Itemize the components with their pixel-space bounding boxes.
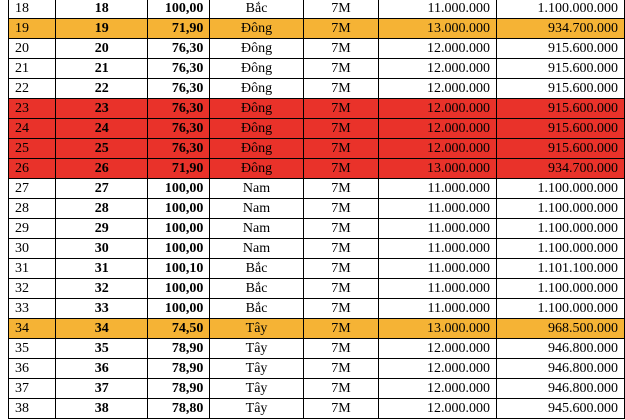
table-row	[9, 299, 625, 319]
unit-price-cell: 11.000.000	[379, 219, 497, 239]
road-width-cell: 7M	[303, 59, 379, 79]
total-price-cell: 968.500.000	[496, 319, 624, 339]
total-price-cell: 915.600.000	[496, 59, 624, 79]
row-index-cell: 23	[9, 99, 56, 119]
unit-price-cell: 12.000.000	[379, 399, 497, 419]
road-width-cell: 7M	[303, 219, 379, 239]
direction-cell: Đông	[210, 39, 303, 59]
row-index-cell: 25	[9, 139, 56, 159]
total-price-cell: 946.800.000	[496, 359, 624, 379]
direction-cell: Nam	[210, 199, 303, 219]
lot-number-cell: 24	[56, 119, 148, 139]
direction-cell: Đông	[210, 99, 303, 119]
total-price-cell: 915.600.000	[496, 39, 624, 59]
area-cell: 100,00	[148, 239, 210, 259]
road-width-cell: 7M	[303, 259, 379, 279]
total-price-cell: 1.100.000.000	[496, 239, 624, 259]
table-row	[9, 159, 625, 179]
road-width-cell: 7M	[303, 39, 379, 59]
area-cell: 78,80	[148, 399, 210, 419]
table-row	[9, 179, 625, 199]
road-width-cell: 7M	[303, 119, 379, 139]
total-price-cell: 915.600.000	[496, 139, 624, 159]
lot-number-cell: 38	[56, 399, 148, 419]
road-width-cell: 7M	[303, 199, 379, 219]
direction-cell: Đông	[210, 139, 303, 159]
total-price-cell: 915.600.000	[496, 99, 624, 119]
row-index-cell: 38	[9, 399, 56, 419]
unit-price-cell: 12.000.000	[379, 59, 497, 79]
table-row	[9, 199, 625, 219]
area-cell: 76,30	[148, 79, 210, 99]
direction-cell: Đông	[210, 59, 303, 79]
row-index-cell: 20	[9, 39, 56, 59]
direction-cell: Bắc	[210, 259, 303, 279]
table-row	[9, 399, 625, 419]
direction-cell: Nam	[210, 219, 303, 239]
table-row	[9, 339, 625, 359]
row-index-cell: 32	[9, 279, 56, 299]
table-row	[9, 99, 625, 119]
row-index-cell: 27	[9, 179, 56, 199]
table-row	[9, 239, 625, 259]
road-width-cell: 7M	[303, 319, 379, 339]
road-width-cell: 7M	[303, 99, 379, 119]
road-width-cell: 7M	[303, 79, 379, 99]
unit-price-cell: 13.000.000	[379, 319, 497, 339]
total-price-cell: 934.700.000	[496, 159, 624, 179]
road-width-cell: 7M	[303, 299, 379, 319]
lot-number-cell: 35	[56, 339, 148, 359]
unit-price-cell: 11.000.000	[379, 279, 497, 299]
lot-number-cell: 29	[56, 219, 148, 239]
area-cell: 76,30	[148, 139, 210, 159]
total-price-cell: 1.100.000.000	[496, 219, 624, 239]
direction-cell: Bắc	[210, 299, 303, 319]
unit-price-cell: 11.000.000	[379, 199, 497, 219]
direction-cell: Bắc	[210, 0, 303, 19]
unit-price-cell: 12.000.000	[379, 359, 497, 379]
lot-number-cell: 28	[56, 199, 148, 219]
lot-number-cell: 36	[56, 359, 148, 379]
area-cell: 71,90	[148, 159, 210, 179]
area-cell: 100,00	[148, 199, 210, 219]
unit-price-cell: 13.000.000	[379, 19, 497, 39]
lot-number-cell: 30	[56, 239, 148, 259]
road-width-cell: 7M	[303, 0, 379, 19]
road-width-cell: 7M	[303, 279, 379, 299]
area-cell: 76,30	[148, 39, 210, 59]
lot-number-cell: 32	[56, 279, 148, 299]
lot-number-cell: 26	[56, 159, 148, 179]
table-row	[9, 119, 625, 139]
area-cell: 78,90	[148, 359, 210, 379]
lot-number-cell: 22	[56, 79, 148, 99]
table-body	[9, 0, 625, 419]
unit-price-cell: 12.000.000	[379, 119, 497, 139]
row-index-cell: 29	[9, 219, 56, 239]
road-width-cell: 7M	[303, 179, 379, 199]
row-index-cell: 37	[9, 379, 56, 399]
area-cell: 78,90	[148, 339, 210, 359]
table-row	[9, 39, 625, 59]
road-width-cell: 7M	[303, 139, 379, 159]
row-index-cell: 19	[9, 19, 56, 39]
price-table	[8, 0, 625, 419]
unit-price-cell: 12.000.000	[379, 339, 497, 359]
table-row	[9, 59, 625, 79]
lot-number-cell: 19	[56, 19, 148, 39]
row-index-cell: 36	[9, 359, 56, 379]
table-row	[9, 219, 625, 239]
unit-price-cell: 11.000.000	[379, 299, 497, 319]
direction-cell: Đông	[210, 119, 303, 139]
row-index-cell: 28	[9, 199, 56, 219]
row-index-cell: 26	[9, 159, 56, 179]
direction-cell: Tây	[210, 319, 303, 339]
lot-number-cell: 21	[56, 59, 148, 79]
area-cell: 100,00	[148, 219, 210, 239]
unit-price-cell: 12.000.000	[379, 79, 497, 99]
direction-cell: Đông	[210, 79, 303, 99]
row-index-cell: 21	[9, 59, 56, 79]
area-cell: 100,00	[148, 0, 210, 19]
area-cell: 76,30	[148, 119, 210, 139]
total-price-cell: 1.100.000.000	[496, 0, 624, 19]
area-cell: 76,30	[148, 99, 210, 119]
lot-number-cell: 23	[56, 99, 148, 119]
total-price-cell: 1.100.000.000	[496, 179, 624, 199]
direction-cell: Tây	[210, 359, 303, 379]
unit-price-cell: 11.000.000	[379, 0, 497, 19]
area-cell: 71,90	[148, 19, 210, 39]
road-width-cell: 7M	[303, 379, 379, 399]
direction-cell: Tây	[210, 339, 303, 359]
unit-price-cell: 12.000.000	[379, 379, 497, 399]
total-price-cell: 1.100.000.000	[496, 299, 624, 319]
row-index-cell: 35	[9, 339, 56, 359]
lot-number-cell: 37	[56, 379, 148, 399]
total-price-cell: 1.100.000.000	[496, 279, 624, 299]
table-row	[9, 79, 625, 99]
road-width-cell: 7M	[303, 399, 379, 419]
total-price-cell: 1.101.100.000	[496, 259, 624, 279]
total-price-cell: 1.100.000.000	[496, 199, 624, 219]
lot-number-cell: 31	[56, 259, 148, 279]
direction-cell: Tây	[210, 379, 303, 399]
table-row	[9, 19, 625, 39]
area-cell: 76,30	[148, 59, 210, 79]
unit-price-cell: 12.000.000	[379, 139, 497, 159]
lot-number-cell: 20	[56, 39, 148, 59]
lot-number-cell: 18	[56, 0, 148, 19]
total-price-cell: 945.600.000	[496, 399, 624, 419]
direction-cell: Bắc	[210, 279, 303, 299]
total-price-cell: 915.600.000	[496, 79, 624, 99]
row-index-cell: 24	[9, 119, 56, 139]
direction-cell: Nam	[210, 239, 303, 259]
lot-number-cell: 27	[56, 179, 148, 199]
direction-cell: Đông	[210, 159, 303, 179]
area-cell: 100,10	[148, 259, 210, 279]
direction-cell: Nam	[210, 179, 303, 199]
row-index-cell: 22	[9, 79, 56, 99]
table-row	[9, 319, 625, 339]
lot-number-cell: 33	[56, 299, 148, 319]
unit-price-cell: 11.000.000	[379, 239, 497, 259]
table-row	[9, 359, 625, 379]
road-width-cell: 7M	[303, 159, 379, 179]
direction-cell: Tây	[210, 399, 303, 419]
row-index-cell: 31	[9, 259, 56, 279]
row-index-cell: 33	[9, 299, 56, 319]
table-row	[9, 0, 625, 19]
table-row	[9, 259, 625, 279]
total-price-cell: 934.700.000	[496, 19, 624, 39]
total-price-cell: 946.800.000	[496, 379, 624, 399]
lot-number-cell: 25	[56, 139, 148, 159]
total-price-cell: 915.600.000	[496, 119, 624, 139]
total-price-cell: 946.800.000	[496, 339, 624, 359]
row-index-cell: 30	[9, 239, 56, 259]
road-width-cell: 7M	[303, 359, 379, 379]
area-cell: 78,90	[148, 379, 210, 399]
row-index-cell: 34	[9, 319, 56, 339]
road-width-cell: 7M	[303, 239, 379, 259]
unit-price-cell: 12.000.000	[379, 39, 497, 59]
road-width-cell: 7M	[303, 19, 379, 39]
unit-price-cell: 11.000.000	[379, 259, 497, 279]
area-cell: 100,00	[148, 179, 210, 199]
table-row	[9, 279, 625, 299]
area-cell: 74,50	[148, 319, 210, 339]
row-index-cell: 18	[9, 0, 56, 19]
direction-cell: Đông	[210, 19, 303, 39]
area-cell: 100,00	[148, 279, 210, 299]
unit-price-cell: 11.000.000	[379, 179, 497, 199]
area-cell: 100,00	[148, 299, 210, 319]
road-width-cell: 7M	[303, 339, 379, 359]
unit-price-cell: 13.000.000	[379, 159, 497, 179]
table-row	[9, 379, 625, 399]
unit-price-cell: 12.000.000	[379, 99, 497, 119]
lot-number-cell: 34	[56, 319, 148, 339]
table-row	[9, 139, 625, 159]
